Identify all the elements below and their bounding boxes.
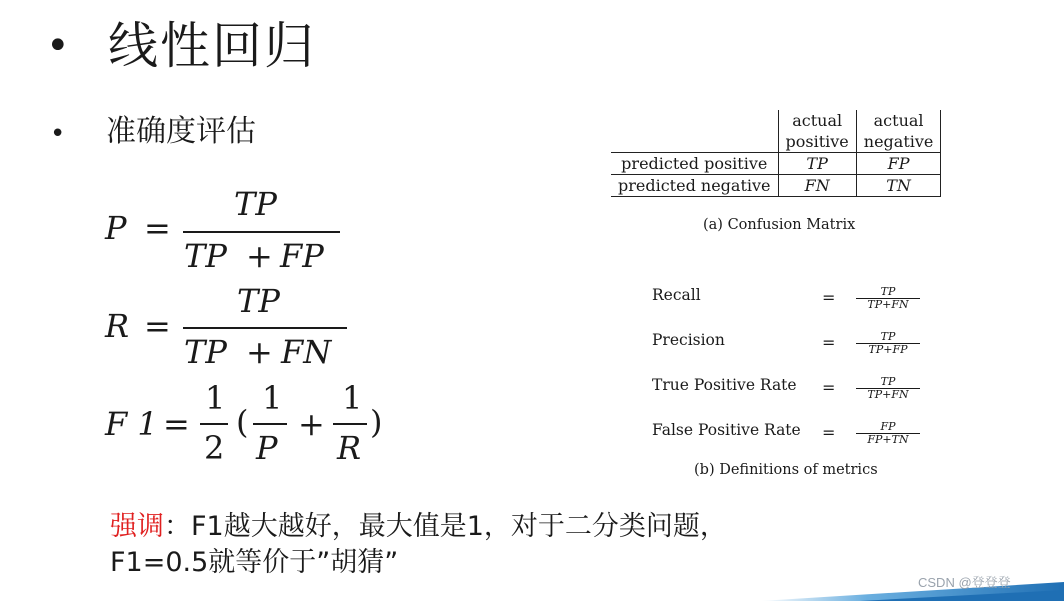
metric-numerator: TP — [880, 375, 896, 388]
cm-row2-label: predicted negative — [611, 175, 778, 197]
metric-numerator: FP — [880, 420, 896, 433]
cm-row2-col2: TN — [856, 175, 941, 197]
formula-f1-r-denominator: R — [337, 429, 362, 467]
formula-f1-open-paren: ( — [236, 403, 249, 441]
metric-name: Recall — [652, 286, 701, 304]
formula-f1-r-numerator: 1 — [342, 379, 363, 417]
note-emphasis: 强调 — [110, 511, 164, 542]
metric-denominator: TP+FP — [856, 343, 920, 356]
metric-equals: = — [822, 333, 836, 352]
subtitle-bullet: • — [50, 119, 66, 149]
metric-name: True Positive Rate — [652, 376, 797, 394]
formula-p-lhs: P — [105, 209, 127, 247]
cm-header-col1-line2: positive — [785, 132, 849, 151]
metric-numerator: TP — [880, 285, 896, 298]
cm-header-col1-line1: actual — [792, 111, 843, 130]
metric-equals: = — [822, 378, 836, 397]
metric-denominator: TP+FN — [856, 298, 920, 311]
formula-p-denominator-b: FP — [280, 237, 324, 275]
metrics-caption: (b) Definitions of metrics — [694, 462, 878, 478]
formula-f1-p-denominator: P — [256, 429, 278, 467]
metric-name: False Positive Rate — [652, 421, 801, 439]
formula-r-equals: = — [144, 307, 171, 345]
formula-p-denominator-a: TP — [184, 237, 227, 275]
formula-f1-equals: = — [163, 405, 190, 443]
formula-p-numerator: TP — [234, 185, 277, 223]
formula-r-plus: + — [246, 333, 273, 371]
metric-denominator: TP+FN — [856, 388, 920, 401]
confusion-matrix-caption: (a) Confusion Matrix — [703, 217, 856, 233]
cm-row1-col2: FP — [856, 153, 941, 175]
formula-f1-half-denominator: 2 — [204, 429, 225, 467]
formula-p-plus: + — [246, 237, 273, 275]
watermark: CSDN @登登登 — [918, 575, 1011, 590]
metric-equals: = — [822, 288, 836, 307]
cm-row1-col1: TP — [778, 153, 856, 175]
formula-r-numerator: TP — [237, 282, 280, 320]
formula-f1-close-paren: ) — [370, 403, 383, 441]
formula-r-denominator-b: FN — [281, 333, 332, 371]
note-line-2: F1=0.5就等价于”胡猜” — [110, 547, 399, 578]
note-line-1-text: ：F1越大越好，最大值是1，对于二分类问题， — [164, 511, 727, 542]
formula-f1-half-numerator: 1 — [205, 379, 226, 417]
formula-f1-p-numerator: 1 — [262, 379, 283, 417]
formula-p-equals: = — [144, 209, 171, 247]
cm-header-col2-line2: negative — [863, 132, 934, 151]
metric-numerator: TP — [880, 330, 896, 343]
slide-title: 线性回归 — [108, 17, 316, 75]
formula-r-lhs: R — [105, 307, 130, 345]
metric-denominator: FP+TN — [856, 433, 920, 446]
formula-f1-plus: + — [298, 405, 325, 443]
cm-row2-col1: FN — [778, 175, 856, 197]
formula-r-denominator-a: TP — [184, 333, 227, 371]
cm-header-col2-line1: actual — [873, 111, 924, 130]
cm-row1-label: predicted positive — [611, 153, 778, 175]
metric-equals: = — [822, 423, 836, 442]
slide-subtitle: 准确度评估 — [106, 114, 256, 149]
title-bullet: • — [46, 23, 70, 69]
metric-name: Precision — [652, 331, 725, 349]
formula-f1-lhs: F 1 — [105, 405, 158, 443]
